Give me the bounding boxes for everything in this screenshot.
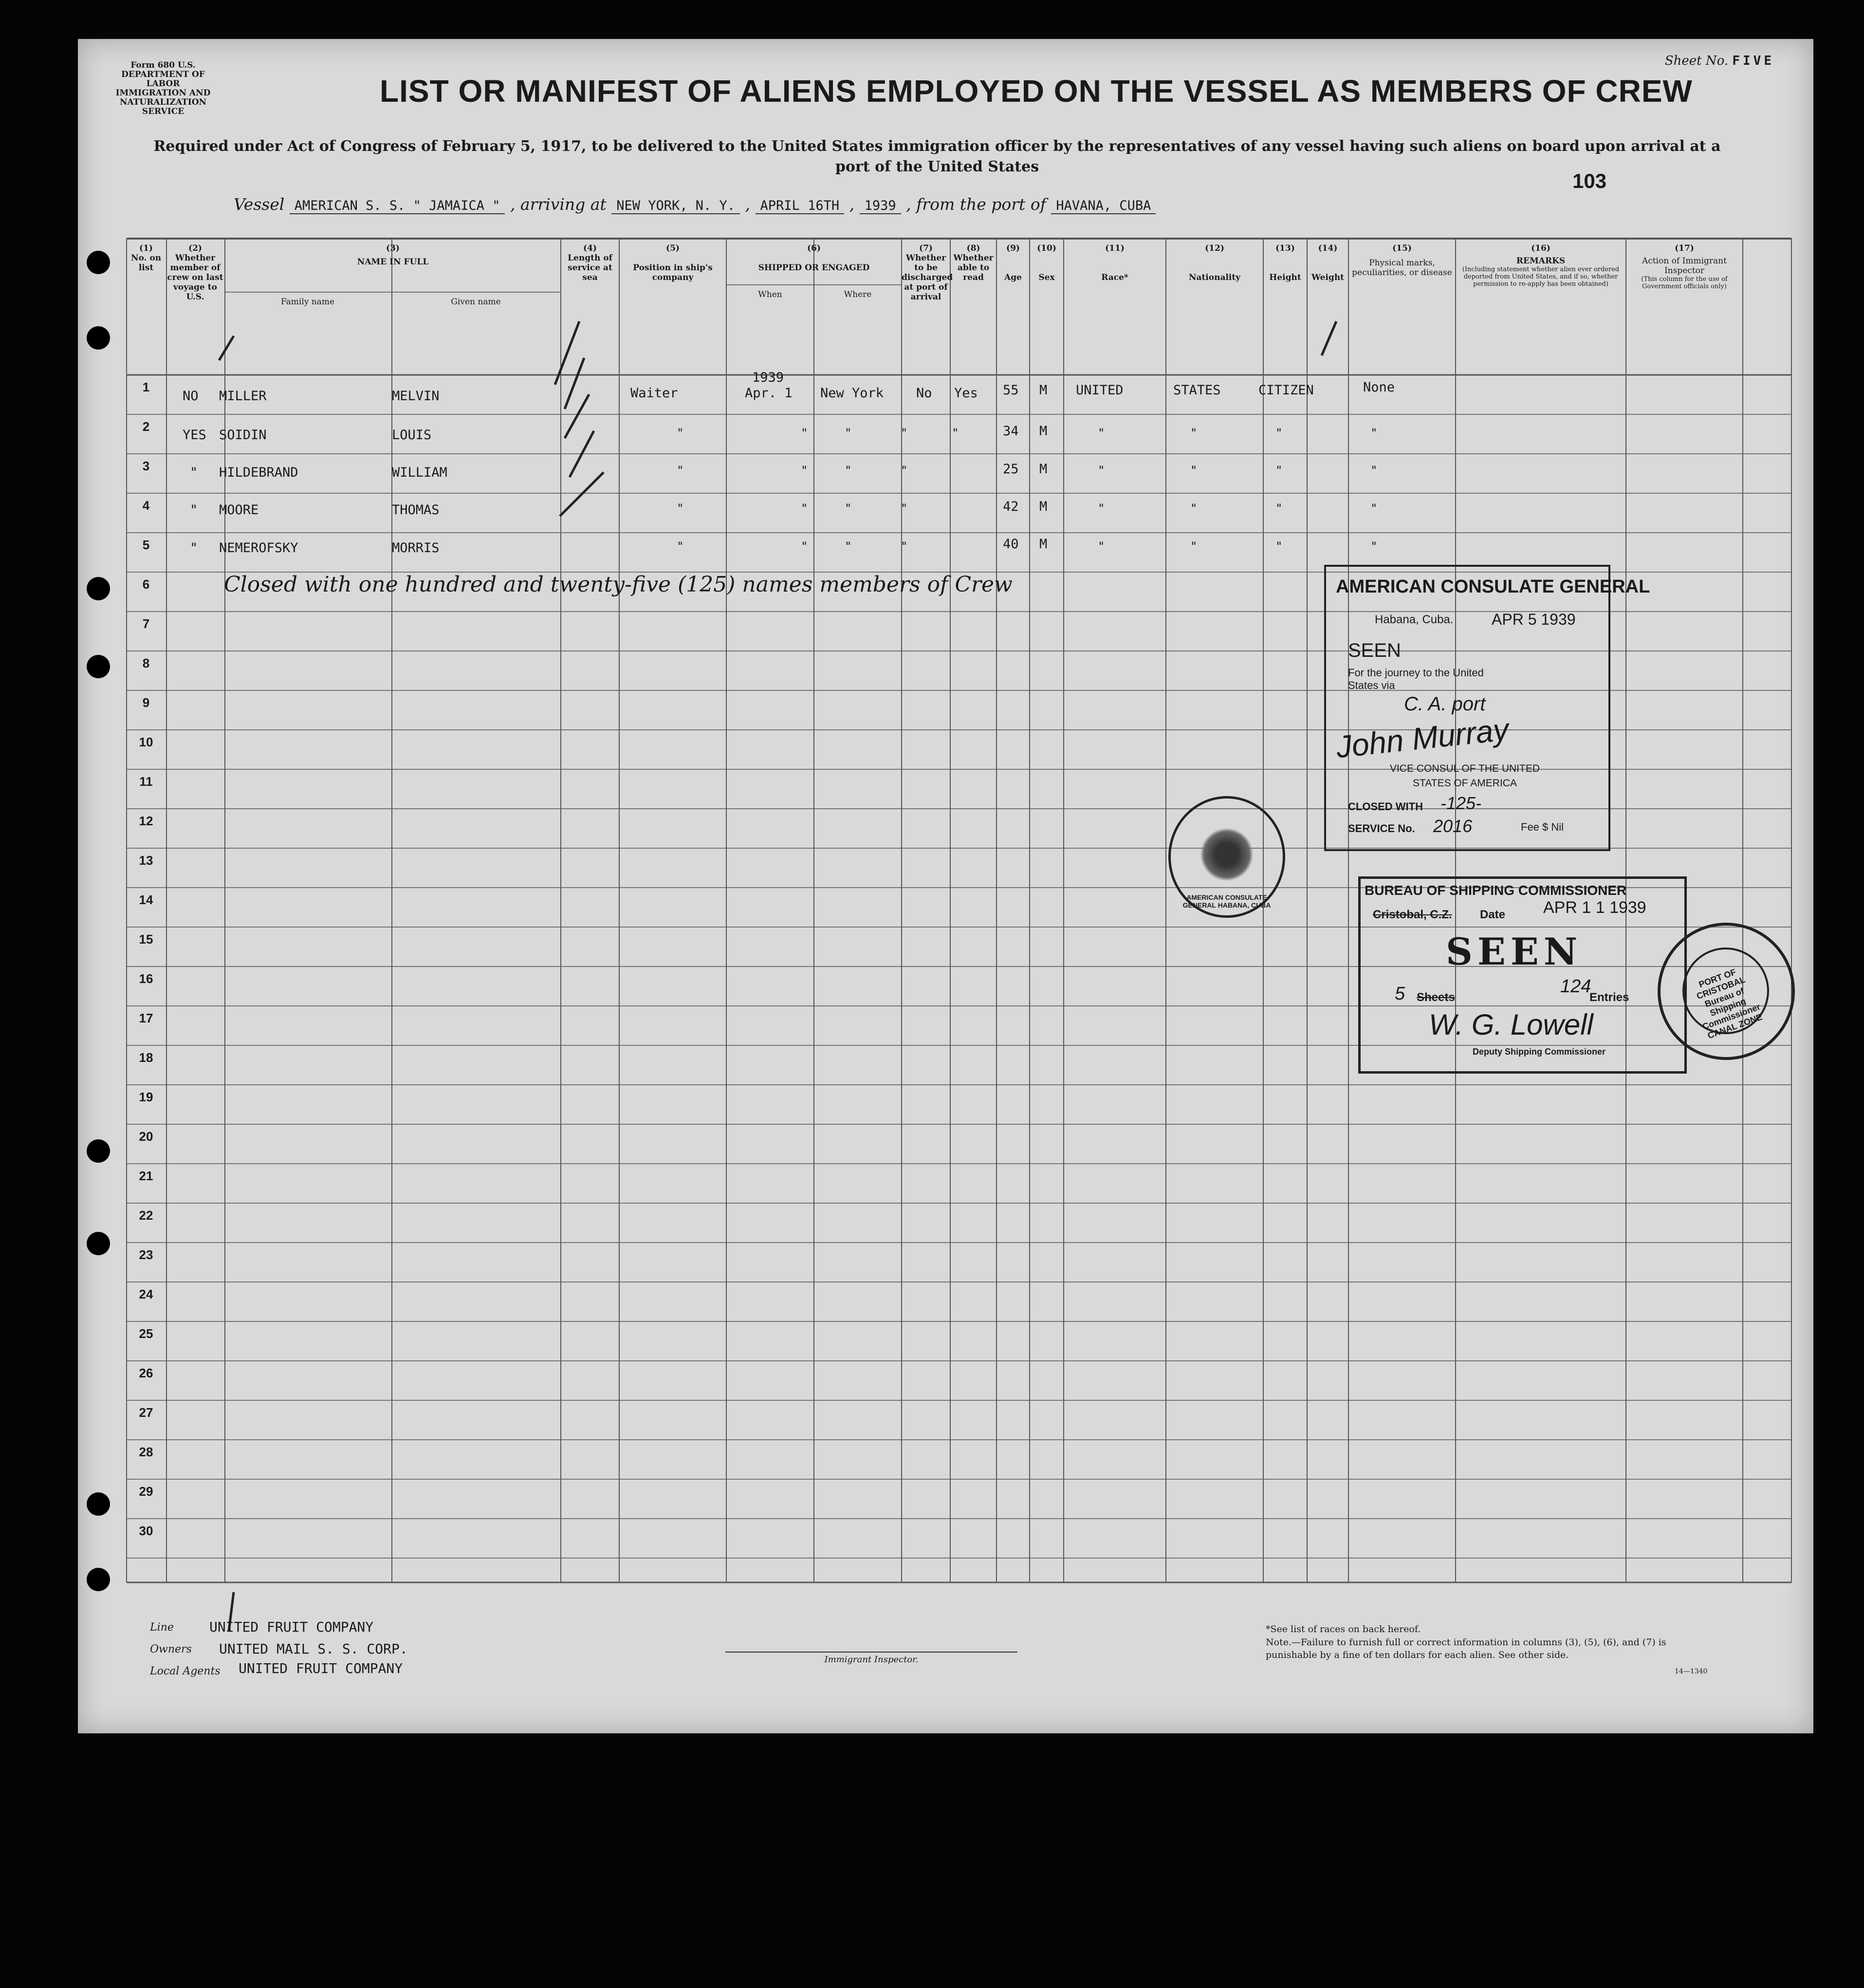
row-number: 8 — [142, 656, 150, 670]
arrival-date: APRIL 16TH — [756, 198, 845, 214]
from-label: , from the port of — [906, 195, 1046, 214]
ditto-mark: " — [1275, 502, 1283, 515]
row-number: 26 — [139, 1366, 153, 1380]
ditto-mark: " — [677, 464, 684, 477]
row-number: 15 — [139, 932, 153, 947]
from-port: HAVANA, CUBA — [1051, 198, 1156, 214]
row-number: 16 — [139, 971, 153, 986]
ditto-mark: " — [1275, 426, 1283, 440]
row-number: 30 — [139, 1524, 153, 1538]
col-action-header: (17) Action of Immigrant Inspector (This column for the use of Government officials only) — [1641, 243, 1728, 290]
bureau-stamp-entries-value: 124 — [1560, 976, 1591, 997]
bureau-stamp-date-label: Date — [1480, 908, 1506, 921]
page-subtitle: Required under Act of Congress of February 5, 1917, to be delivered to the United States immigration officer by the representatives of any vessel having such aliens on board upon arrival at a port of the United States — [153, 138, 1721, 175]
col-discharged-header: (7) Whether to be discharged at port of arrival — [902, 243, 953, 302]
row3-age: 25 — [1003, 462, 1019, 477]
col-crew-header: (2) Whether member of crew on last voyage to U.S. — [167, 243, 223, 302]
row4-sex: M — [1039, 499, 1048, 514]
ditto-mark: " — [901, 502, 908, 515]
line-value: UNITED FRUIT COMPANY — [209, 1619, 374, 1635]
row1-year: 1939 — [752, 370, 784, 385]
handwritten-note: Closed with one hundred and twenty-five (125) names members of Crew — [224, 572, 1013, 597]
col-race-header: (11) Race* — [1101, 243, 1128, 282]
row3-sex: M — [1039, 462, 1048, 477]
punch-hole-icon — [87, 1492, 110, 1516]
form-identifier: Form 680 U.S. DEPARTMENT OF LABOR IMMIGRATION AND NATURALIZATION SERVICE — [115, 60, 211, 116]
bureau-stamp-place: Cristobal, C.Z. — [1373, 908, 1452, 921]
ditto-mark: " — [1370, 539, 1378, 553]
page-title: LIST OR MANIFEST OF ALIENS EMPLOYED ON THE VESSEL AS MEMBERS OF CREW — [380, 74, 1693, 109]
row-number: 2 — [142, 419, 150, 434]
col-service-header: (4) Length of service at sea — [568, 243, 612, 282]
page-number: 103 — [1572, 169, 1607, 192]
row4-crew: " — [190, 502, 198, 518]
bureau-stamp-seen: SEEN — [1446, 930, 1583, 973]
arriving-label: , arriving at — [510, 195, 607, 214]
ditto-mark: " — [845, 464, 852, 477]
row-number: 10 — [139, 735, 153, 749]
row1-crew: NO — [183, 389, 199, 404]
consulate-stamp-city: Habana, Cuba. — [1375, 613, 1454, 626]
ditto-mark: " — [845, 502, 852, 515]
ditto-mark: " — [901, 464, 908, 477]
row-number: 21 — [139, 1169, 153, 1183]
check-mark — [1322, 321, 1336, 355]
ditto-mark: " — [1190, 464, 1198, 477]
row-number: 13 — [139, 853, 153, 868]
row1-marks: None — [1363, 380, 1395, 395]
owners-value: UNITED MAIL S. S. CORP. — [219, 1641, 408, 1657]
ditto-mark: " — [677, 502, 684, 515]
row-number: 14 — [139, 892, 153, 907]
ditto-mark: " — [1370, 502, 1378, 515]
row-number: 9 — [142, 695, 150, 710]
row2-sex: M — [1039, 424, 1048, 439]
row1-where: New York — [820, 386, 884, 401]
col-no-header: (1) No. on list — [130, 243, 162, 273]
row-number: 29 — [139, 1484, 153, 1499]
bureau-seal — [1658, 923, 1795, 1060]
bureau-seal-text: PORT OF CRISTOBAL Bureau of Shipping Commissioner CANAL ZONE — [1695, 967, 1764, 1041]
manifest-page — [78, 39, 1813, 1733]
row3-family-name: HILDEBRAND — [219, 465, 298, 480]
col-given-name-header: Given name — [451, 297, 501, 307]
line-label: Line — [150, 1621, 174, 1634]
bureau-stamp-signature: W. G. Lowell — [1429, 1008, 1593, 1041]
races-note: *See list of races on back hereof. — [1266, 1624, 1421, 1635]
consulate-stamp — [1324, 565, 1650, 851]
punch-hole-icon — [87, 1232, 110, 1255]
consulate-stamp-closed-value: -125- — [1440, 793, 1482, 813]
ditto-mark: " — [901, 539, 908, 553]
row-number: 25 — [139, 1326, 153, 1341]
row-number: 12 — [139, 814, 153, 828]
row1-height: CITIZEN — [1258, 383, 1314, 398]
row1-sex: M — [1039, 383, 1048, 398]
consulate-stamp-service-value: 2016 — [1433, 816, 1473, 836]
sheet-value: FIVE — [1732, 54, 1774, 68]
inspector-signature-line: Immigrant Inspector. — [725, 1652, 1017, 1665]
row-number: 28 — [139, 1445, 153, 1459]
ditto-mark: " — [1190, 426, 1198, 440]
row-number: 27 — [139, 1405, 153, 1420]
row1-race: UNITED — [1076, 383, 1124, 398]
ditto-mark: " — [1370, 426, 1378, 440]
col-age-header: (9) Age — [1004, 243, 1022, 282]
row-number: 17 — [139, 1011, 153, 1025]
col-remarks-header: (16) REMARKS (Including statement whether alien ever ordered deported from United States, and if so, whether permission to re-apply has been obtained) — [1462, 243, 1620, 288]
row4-given-name: THOMAS — [392, 502, 440, 518]
ditto-mark: " — [1098, 539, 1105, 553]
row-number: 11 — [139, 774, 153, 789]
bureau-stamp-sheets-label: Sheets — [1417, 991, 1455, 1004]
row2-crew: YES — [183, 427, 206, 443]
row-number: 7 — [142, 616, 150, 631]
ditto-mark: " — [952, 426, 959, 440]
consulate-seal — [1168, 796, 1285, 918]
col-family-name-header: Family name — [280, 297, 335, 307]
agents-value: UNITED FRUIT COMPANY — [239, 1660, 403, 1676]
row1-nationality: STATES — [1173, 383, 1221, 398]
punch-hole-icon — [87, 251, 110, 274]
row-number: 20 — [139, 1129, 153, 1144]
bureau-stamp-entries-label: Entries — [1589, 991, 1629, 1004]
ditto-mark: " — [677, 426, 684, 440]
vessel-line: Vessel AMERICAN S. S. " JAMAICA " , arriving at NEW YORK, N. Y. , APRIL 16TH , 1939 , from the port of HAVANA, CUBA — [234, 195, 1156, 214]
row3-given-name: WILLIAM — [392, 465, 447, 480]
ditto-mark: " — [1098, 464, 1105, 477]
row5-crew: " — [190, 540, 198, 556]
row2-family-name: SOIDIN — [219, 427, 267, 443]
consulate-stamp-seen: SEEN — [1348, 640, 1401, 661]
ditto-mark: " — [801, 426, 808, 440]
owners-label: Owners — [150, 1643, 192, 1655]
row-number: 19 — [139, 1090, 153, 1104]
bureau-stamp — [1358, 876, 1687, 1074]
row-number: 4 — [142, 498, 150, 513]
row5-family-name: NEMEROFSKY — [219, 540, 298, 556]
consulate-stamp-service-label: SERVICE No. — [1348, 822, 1415, 835]
row2-given-name: LOUIS — [392, 427, 432, 443]
row1-read: Yes — [954, 386, 978, 401]
bureau-stamp-date: APR 1 1 1939 — [1543, 898, 1646, 917]
sheet-label: Sheet No. — [1664, 54, 1729, 68]
col-name-header: (3) NAME IN FULL — [357, 243, 429, 267]
row4-family-name: MOORE — [219, 502, 259, 518]
col-read-header: (8) Whether able to read — [953, 243, 994, 282]
ditto-mark: " — [801, 502, 808, 515]
row3-crew: " — [190, 465, 198, 480]
row1-age: 55 — [1003, 383, 1019, 398]
vessel-name: AMERICAN S. S. " JAMAICA " — [290, 198, 505, 214]
ditto-mark: " — [1190, 502, 1198, 515]
row5-given-name: MORRIS — [392, 540, 440, 556]
punch-hole-icon — [87, 326, 110, 350]
ditto-mark: " — [1098, 426, 1105, 440]
col-position-header: (5) Position in ship's company — [633, 243, 713, 282]
ditto-mark: " — [677, 539, 684, 553]
row5-sex: M — [1039, 537, 1048, 552]
vessel-label: Vessel — [234, 195, 285, 214]
form-code: 14—1340 — [1675, 1668, 1708, 1675]
row-number: 1 — [142, 380, 150, 394]
agents-label: Local Agents — [150, 1665, 221, 1677]
col-sex-header: (10) Sex — [1037, 243, 1056, 282]
consulate-stamp-journey: For the journey to the United States via — [1348, 667, 1484, 691]
row-number: 5 — [142, 538, 150, 552]
col-shipped-header: (6) SHIPPED OR ENGAGED — [758, 243, 870, 273]
consulate-stamp-fee: Fee $ Nil — [1521, 821, 1564, 833]
eagle-icon — [1200, 828, 1254, 881]
punch-hole-icon — [87, 655, 110, 678]
bureau-stamp-officer: Deputy Shipping Commissioner — [1473, 1047, 1606, 1057]
consulate-stamp-date: APR 5 1939 — [1492, 611, 1576, 628]
col-weight-header: (14) Weight — [1311, 243, 1345, 282]
consulate-stamp-title: AMERICAN CONSULATE GENERAL — [1336, 576, 1650, 597]
row-number: 24 — [139, 1287, 153, 1301]
row-number: 23 — [139, 1247, 153, 1262]
punch-hole-icon — [87, 1568, 110, 1591]
arrival-year: 1939 — [860, 198, 901, 214]
row1-discharged: No — [916, 386, 932, 401]
check-mark — [565, 358, 584, 409]
row-number: 3 — [142, 459, 150, 473]
ditto-mark: " — [901, 426, 908, 440]
bureau-stamp-sheets-value: 5 — [1395, 984, 1405, 1004]
row1-when: Apr. 1 — [745, 386, 793, 401]
ditto-mark: " — [1098, 502, 1105, 515]
punch-hole-icon — [87, 577, 110, 600]
col-marks-header: (15) Physical marks, peculiarities, or disease — [1352, 243, 1452, 278]
row1-family-name: MILLER — [219, 389, 267, 404]
ditto-mark: " — [1275, 539, 1283, 553]
consulate-stamp-closed-label: CLOSED WITH — [1348, 800, 1423, 813]
consulate-stamp-signature: John Murray — [1334, 711, 1511, 765]
fine-note: Note.—Failure to furnish full or correct information in columns (3), (5), (6), and (7) is punishable by a fine of ten dollars for each alien. See other side. — [1266, 1637, 1666, 1660]
col-when-header: When — [758, 290, 782, 299]
row-number: 22 — [139, 1208, 153, 1223]
consulate-seal-text: AMERICAN CONSULATE GENERAL HABANA, CUBA — [1182, 893, 1271, 909]
row5-age: 40 — [1003, 537, 1019, 552]
ditto-mark: " — [845, 426, 852, 440]
bureau-stamp-title: BUREAU OF SHIPPING COMMISSIONER — [1365, 883, 1627, 898]
col-height-header: (13) Height — [1269, 243, 1301, 282]
consulate-stamp-officer: VICE CONSUL OF THE UNITED STATES OF AMERICA — [1389, 763, 1540, 789]
row-number: 6 — [142, 577, 150, 592]
punch-hole-icon — [87, 1139, 110, 1163]
ditto-mark: " — [845, 539, 852, 553]
row1-given-name: MELVIN — [392, 389, 440, 404]
row2-age: 34 — [1003, 424, 1019, 439]
col-nationality-header: (12) Nationality — [1188, 243, 1241, 282]
row4-age: 42 — [1003, 499, 1019, 514]
ditto-mark: " — [801, 464, 808, 477]
ditto-mark: " — [801, 539, 808, 553]
check-mark — [219, 336, 234, 360]
arriving-port: NEW YORK, N. Y. — [611, 198, 740, 214]
ditto-mark: " — [1370, 464, 1378, 477]
ditto-mark: " — [1190, 539, 1198, 553]
row-number: 18 — [139, 1050, 153, 1065]
row1-position: Waiter — [630, 386, 678, 401]
col-where-header: Where — [844, 290, 872, 299]
check-mark — [560, 472, 604, 516]
consulate-stamp-via: C. A. port — [1404, 693, 1486, 715]
ditto-mark: " — [1275, 464, 1283, 477]
